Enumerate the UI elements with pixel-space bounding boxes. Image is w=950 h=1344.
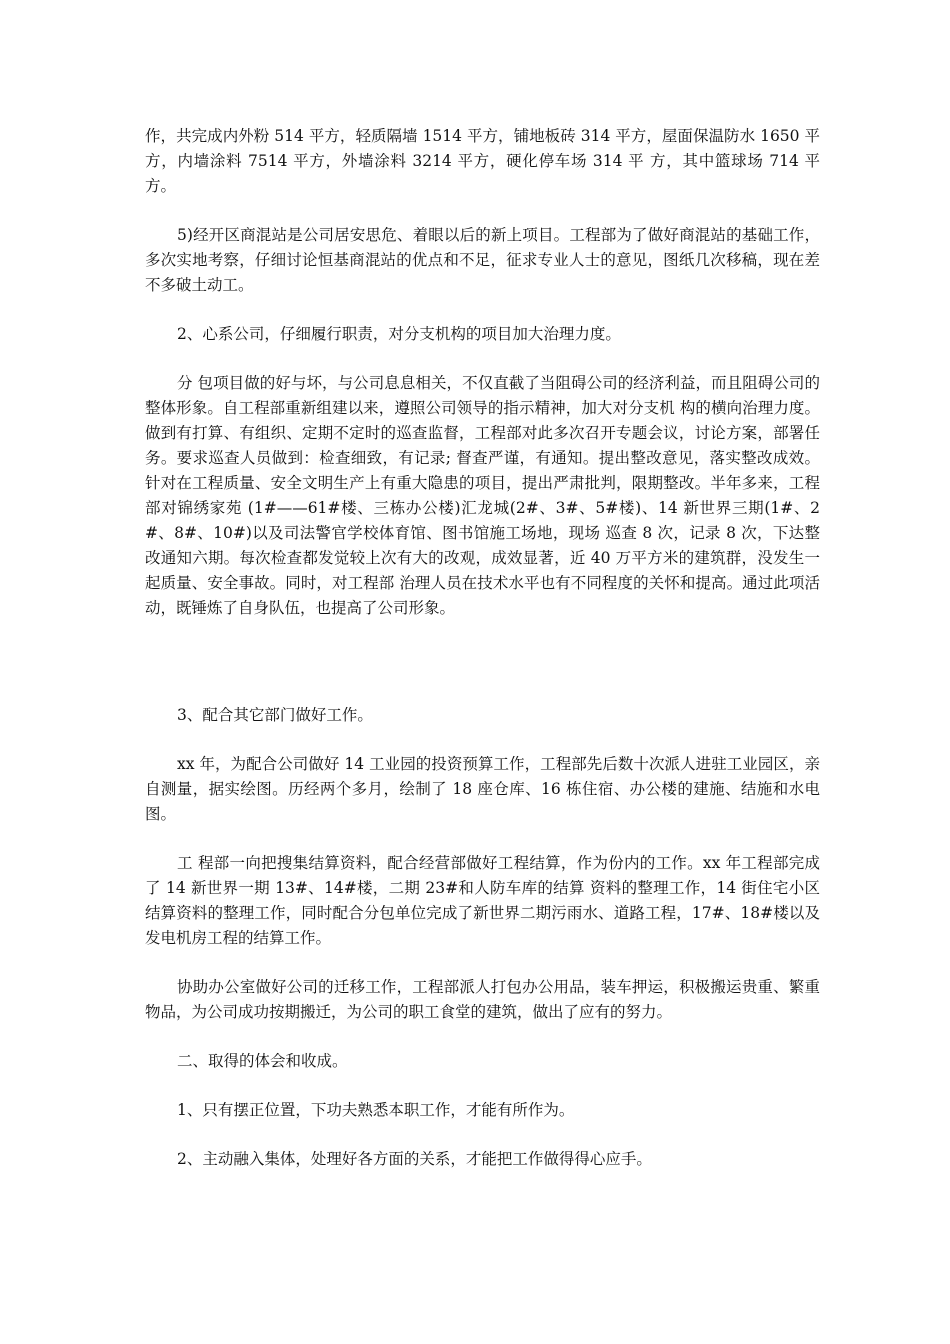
paragraph-settlement: 工 程部一向把搜集结算资料，配合经营部做好工程结算，作为份内的工作。xx 年工程部完成了 14 新世界一期 13#、14#楼，二期 23#和人防车库的结算 资料的整理工作，14 街住宅小区结算资料的整理工作，同时配合分包单位完成了新世界二期污雨水、道路工程，17#、18#楼以及发电机房工程的结算工作。 xyxy=(145,854,820,947)
paragraph-inspection: 分 包项目做的好与坏，与公司息息相关，不仅直截了当阻碍公司的经济利益，而且阻碍公司的整体形象。自工程部重新组建以来，遵照公司领导的指示精神，加大对分支机 构的横向治理力度。做到有打算、有组织、定期不定时的巡查监督，工程部对此多次召开专题会议，讨论方案，部署任务。要求巡查人员做到：检查细致，有记录; 督查严谨，有通知。提出整改意见，落实整改成效。针对在工程质量、安全文明生产上有重大隐患的项目，提出严肃批判，限期整改。半年多来，工程部对锦绣家苑 (1#——61#楼、三栋办公楼)汇龙城(2#、3#、5#楼)、14 新世界三期(1#、2#、8#、10#)以及司法警官学校体育馆、图书馆施工场地，现场 巡查 8 次，记录 8 次，下达整改通知六期。每次检查都发觉较上次有大的改观，成效显著，近 40 万平方米的建筑群，没发生一起质量、安全事故。同时，对工程部 治理人员在技术水平也有不同程度的关怀和提高。通过此项活动，既锤炼了自身队伍，也提高了公司形象。 xyxy=(145,374,820,617)
list-item-2: 2、主动融入集体，处理好各方面的关系，才能把工作做得得心应手。 xyxy=(177,1150,652,1168)
list-item-1: 1、只有摆正位置，下功夫熟悉本职工作，才能有所作为。 xyxy=(177,1101,575,1119)
paragraph-area-summary: 作，共完成内外粉 514 平方，轻质隔墙 1514 平方，铺地板砖 314 平方，屋面保温防水 1650 平方，内墙涂料 7514 平方，外墙涂料 3214 平方，硬化停车场 314 平 方，其中篮球场 714 平方。 xyxy=(145,127,820,195)
document-page xyxy=(145,124,820,1172)
paragraph-concrete-station: 5)经开区商混站是公司居安思危、着眼以后的新上项目。工程部为了做好商混站的基础工作，多次实地考察，仔细讨论恒基商混站的优点和不足，征求专业人士的意见，图纸几次移稿，现在差不多破土动工。 xyxy=(145,226,820,294)
section-heading-2: 2、心系公司，仔细履行职责，对分支机构的项目加大治理力度。 xyxy=(177,325,621,343)
section-heading-gains: 二、取得的体会和收成。 xyxy=(177,1052,348,1070)
paragraph-industrial-park: xx 年，为配合公司做好 14 工业园的投资预算工作，工程部先后数十次派人进驻工业园区，亲自测量，据实绘图。历经两个多月，绘制了 18 座仓库、16 栋住宿、办公楼的建施、结施和水电图。 xyxy=(145,755,820,823)
section-heading-3: 3、配合其它部门做好工作。 xyxy=(177,706,373,724)
paragraph-relocation: 协助办公室做好公司的迁移工作，工程部派人打包办公用品，装车押运，积极搬运贵重、繁重物品，为公司成功按期搬迁，为公司的职工食堂的建筑，做出了应有的努力。 xyxy=(145,978,820,1021)
